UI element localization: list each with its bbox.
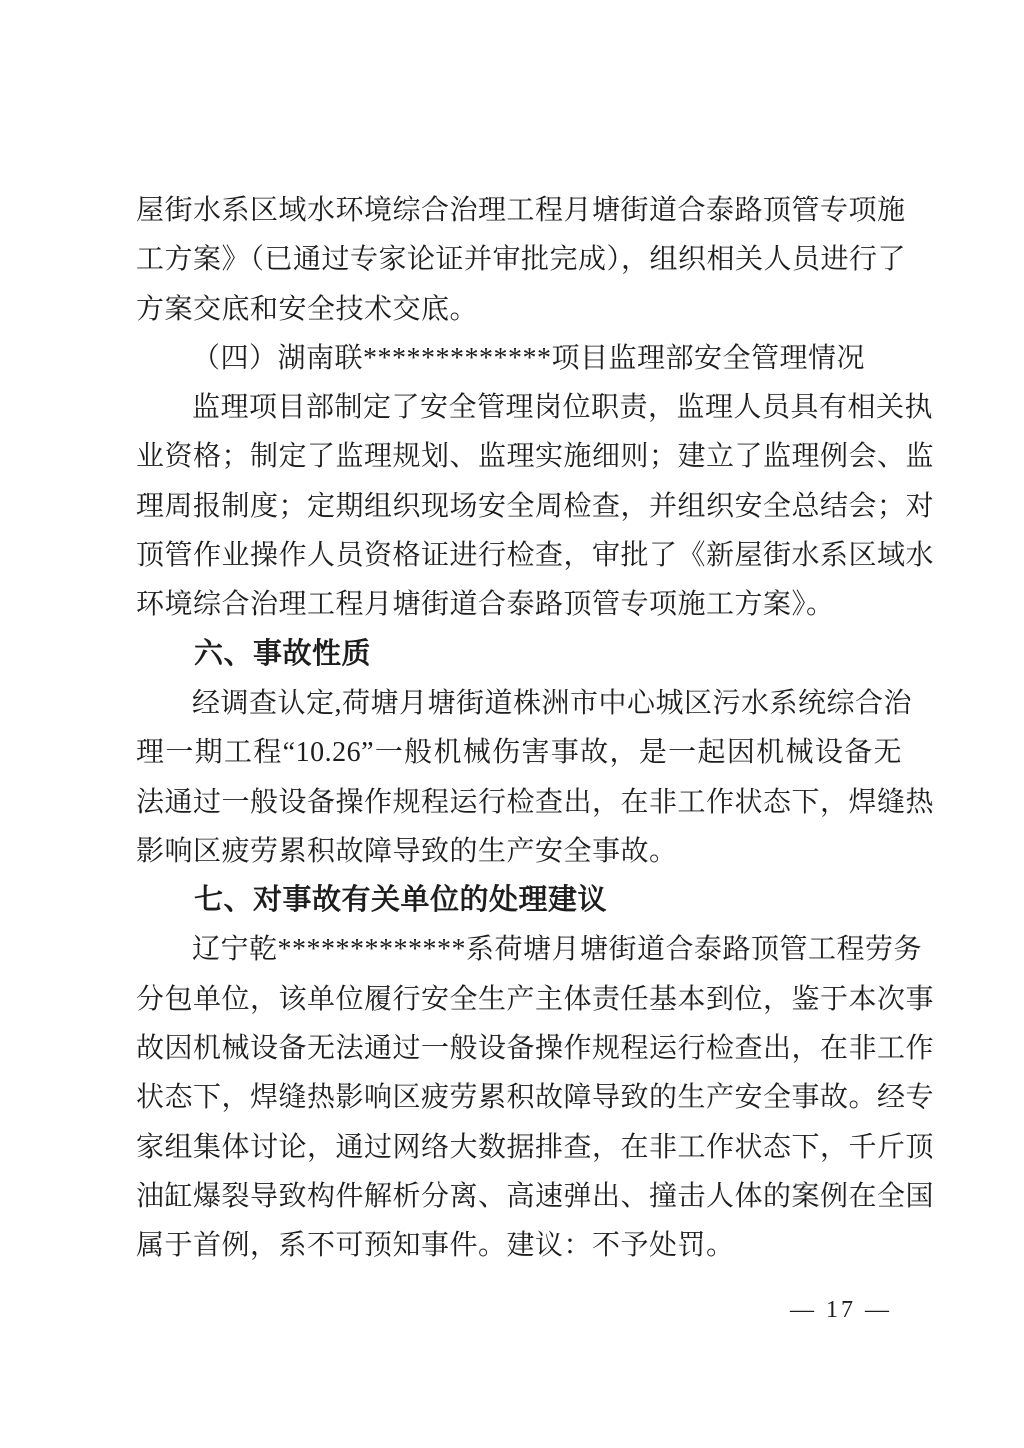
body-line: 方案交底和安全技术交底。 bbox=[136, 293, 479, 325]
subsection-heading: （四）湖南联*************项目监理部安全管理情况 bbox=[192, 342, 866, 374]
body-line: 家组集体讨论，通过网络大数据排查，在非工作状态下，千斤顶 bbox=[136, 1131, 935, 1163]
body-line: 工方案》（已通过专家论证并审批完成），组织相关人员进行了 bbox=[136, 244, 907, 276]
body-line: 影响区疲劳累积故障导致的生产安全事故。 bbox=[136, 835, 678, 867]
body-line: 油缸爆裂导致构件解析分离、高速弹出、撞击人体的案例在全国 bbox=[136, 1180, 935, 1212]
body-line: 属于首例，系不可预知事件。建议：不予处罚。 bbox=[136, 1230, 735, 1262]
section-heading-six: 六、事故性质 bbox=[194, 637, 372, 670]
body-line: 环境综合治理工程月塘街道合泰路顶管专项施工方案》。 bbox=[136, 589, 835, 621]
section-heading-seven: 七、对事故有关单位的处理建议 bbox=[194, 884, 608, 917]
body-line: 屋街水系区域水环境综合治理工程月塘街道合泰路顶管专项施 bbox=[136, 195, 906, 226]
document-body bbox=[136, 186, 935, 1271]
body-line: 法通过一般设备操作规程运行检查出，在非工作状态下，焊缝热 bbox=[136, 786, 935, 818]
body-line: 状态下，焊缝热影响区疲劳累积故障导致的生产安全事故。经专 bbox=[136, 1082, 935, 1114]
body-line: 监理项目部制定了安全管理岗位职责，监理人员具有相关执 bbox=[192, 392, 934, 424]
body-line: 理一期工程“10.26”一般机械伤害事故，是一起因机械设备无 bbox=[136, 737, 902, 769]
body-line: 分包单位，该单位履行安全生产主体责任基本到位，鉴于本次事 bbox=[136, 983, 935, 1015]
page-number: — 17 — bbox=[790, 1297, 892, 1323]
body-line: 辽宁乾*************系荷塘月塘街道合泰路顶管工程劳务 bbox=[192, 934, 923, 966]
body-line: 顶管作业操作人员资格证进行检查，审批了《新屋街水系区域水 bbox=[136, 540, 935, 572]
body-line: 故因机械设备无法通过一般设备操作规程运行检查出，在非工作 bbox=[136, 1033, 935, 1065]
body-line: 业资格；制定了监理规划、监理实施细则；建立了监理例会、监 bbox=[136, 441, 935, 473]
body-line: 经调查认定,荷塘月塘街道株洲市中心城区污水系统综合治 bbox=[192, 687, 913, 719]
body-line: 理周报制度；定期组织现场安全周检查，并组织安全总结会；对 bbox=[136, 490, 935, 522]
